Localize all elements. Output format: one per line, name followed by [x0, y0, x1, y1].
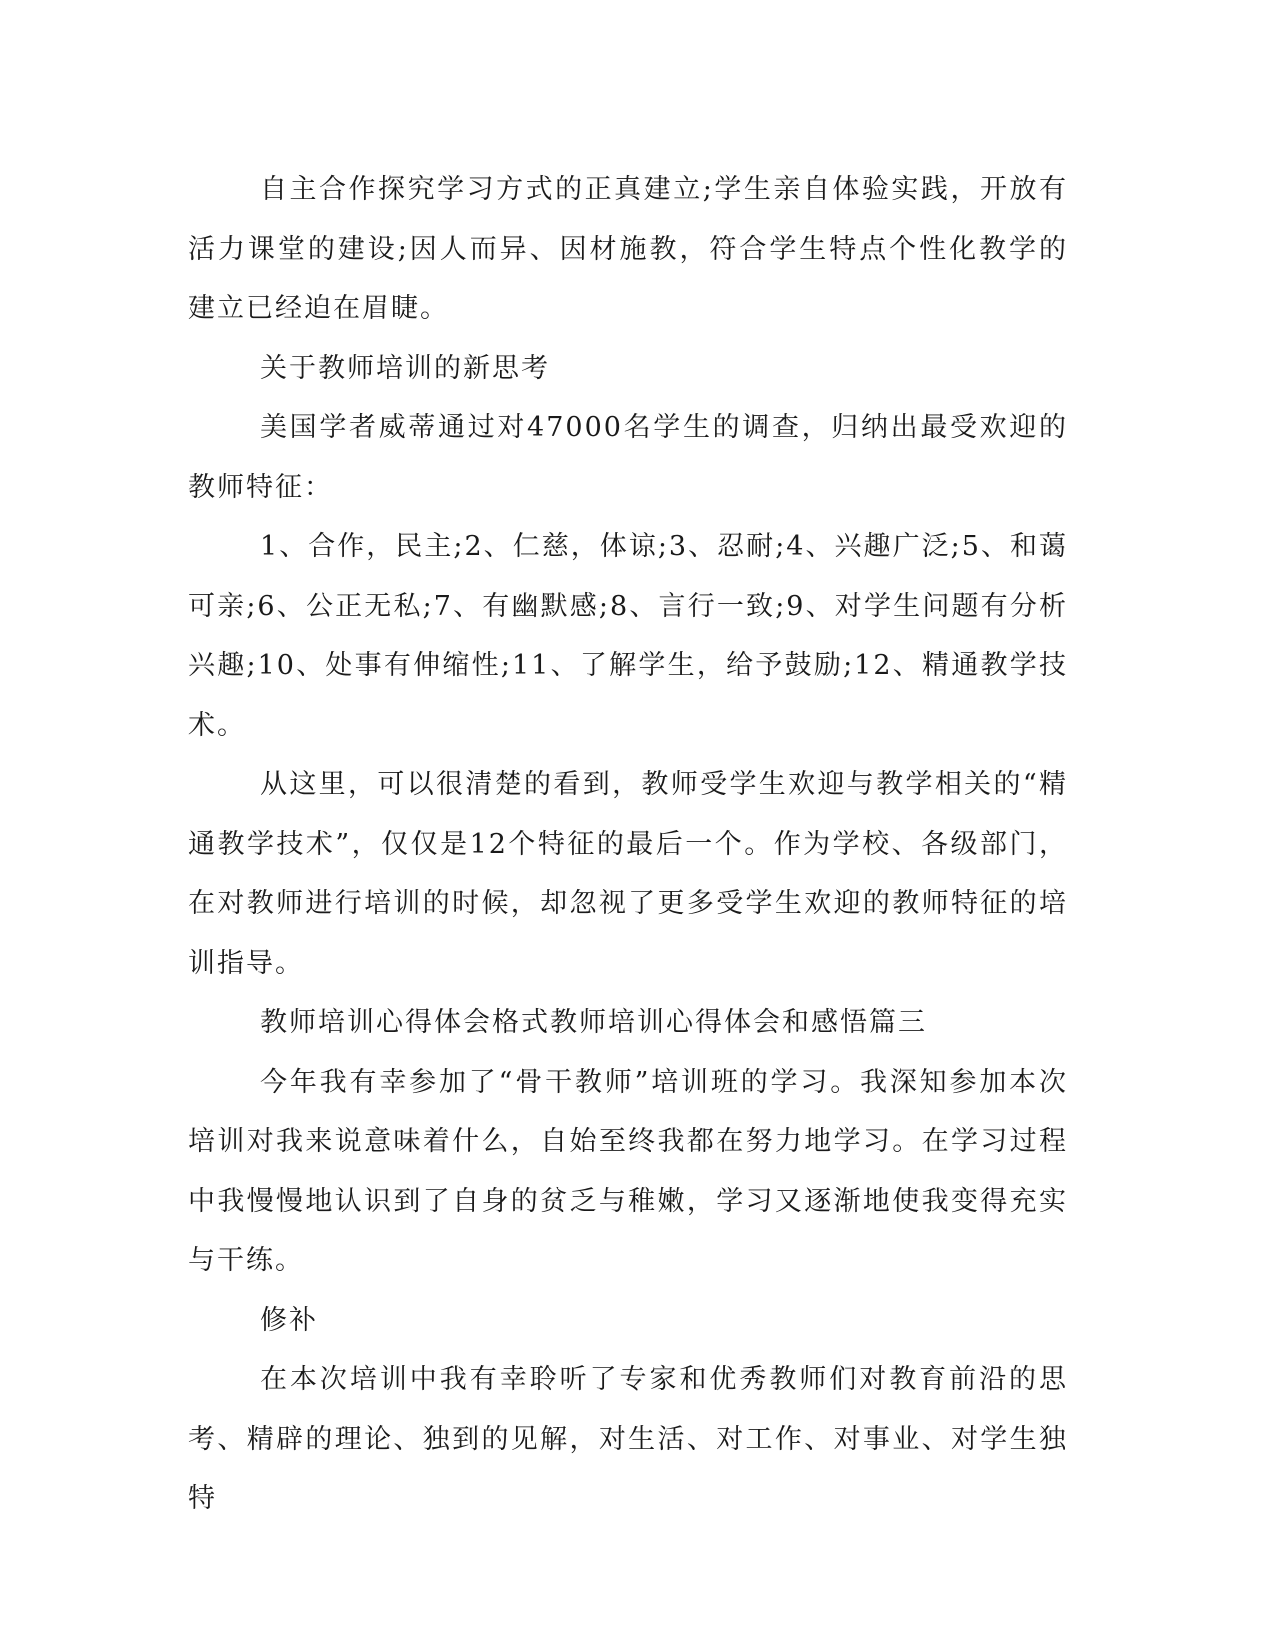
section-heading-teacher-training-thoughts: 关于教师培训的新思考 — [260, 352, 550, 384]
paragraph-survey: 美国学者威蒂通过对47000名学生的调查，归纳出最受欢迎的教师特征： — [188, 412, 1068, 503]
paragraph-backbone-training: 今年我有幸参加了“骨干教师”培训班的学习。我深知参加本次培训对我来说意味着什么，自始至终我都在努力地学习。在学习过程中我慢慢地认识到了自身的贫乏与稚嫩，学习又逐渐地使我变得充实与干练。 — [188, 1066, 1068, 1276]
paragraph-teacher-traits-list: 1、合作，民主;2、仁慈，体谅;3、忍耐;4、兴趣广泛;5、和蔼可亲;6、公正无私;7、有幽默感;8、言行一致;9、对学生问题有分析兴趣;10、处事有伸缩性;11、了解学生，给予鼓励;12、精通教学技术。 — [188, 531, 1068, 741]
paragraph-experts: 在本次培训中我有幸聆听了专家和优秀教师们对教育前沿的思考、精辟的理论、独到的见解，对生活、对工作、对事业、对学生独特 — [188, 1364, 1068, 1514]
section-heading-repair: 修补 — [260, 1304, 318, 1336]
paragraph-analysis: 从这里，可以很清楚的看到，教师受学生欢迎与教学相关的“精通教学技术”，仅仅是12个特征的最后一个。作为学校、各级部门，在对教师进行培训的时候，却忽视了更多受学生欢迎的教师特征的培训指导。 — [188, 769, 1068, 979]
section-heading-part-three: 教师培训心得体会格式教师培训心得体会和感悟篇三 — [260, 1007, 927, 1038]
document-body — [188, 160, 1068, 1529]
paragraph-1: 自主合作探究学习方式的正真建立;学生亲自体验实践，开放有活力课堂的建设;因人而异、因材施教，符合学生特点个性化教学的建立已经迫在眉睫。 — [188, 174, 1068, 324]
